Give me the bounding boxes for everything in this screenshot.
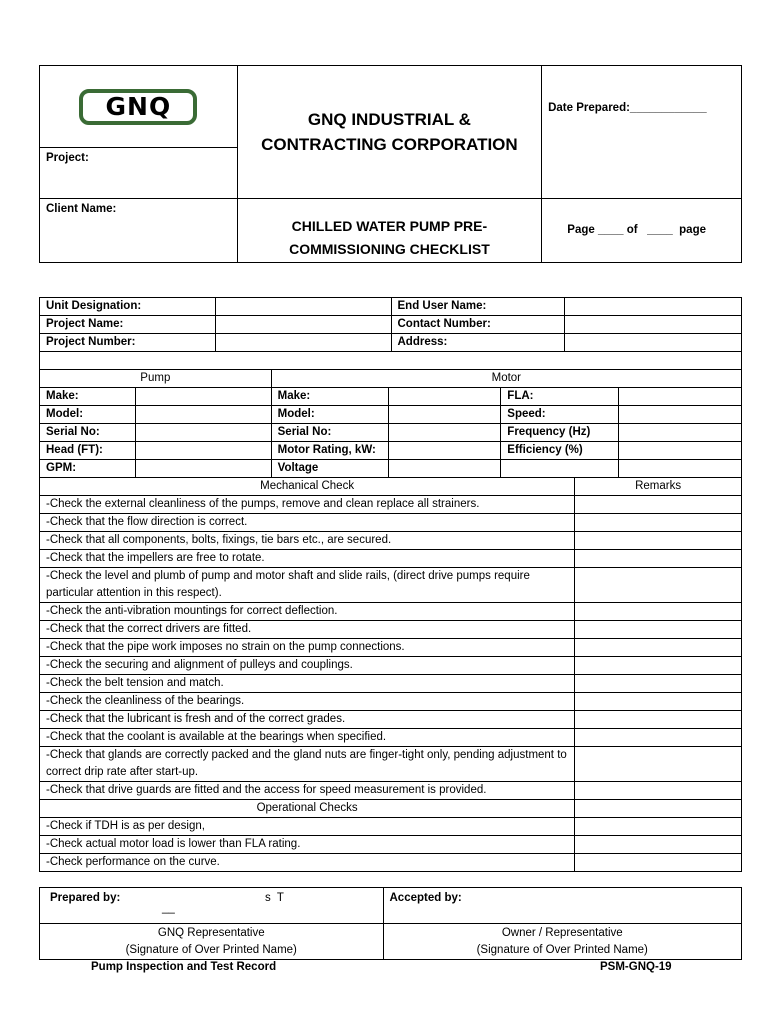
- prepared-by-line: __: [162, 902, 175, 914]
- pump-section-title: Pump: [40, 370, 272, 388]
- pump-model-value[interactable]: [135, 406, 271, 424]
- remarks-title: Remarks: [575, 478, 742, 496]
- pump-serial-value[interactable]: [135, 424, 271, 442]
- check-item: -Check that the flow direction is correct.: [40, 514, 575, 532]
- page-of-label: Page ____ of ____ page: [567, 224, 706, 236]
- motor-serial-value[interactable]: [388, 424, 501, 442]
- check-item: -Check the securing and alignment of pulleys and couplings.: [40, 657, 575, 675]
- project-info-table: [39, 297, 742, 370]
- contact-number-label: Contact Number:: [391, 316, 565, 334]
- check-remarks-cell[interactable]: [575, 747, 742, 782]
- end-user-name-value[interactable]: [565, 298, 742, 316]
- address-value[interactable]: [565, 334, 742, 352]
- check-remarks-cell[interactable]: [575, 532, 742, 550]
- pump-head-label: Head (FT):: [40, 442, 136, 460]
- motor-fla-value[interactable]: [619, 388, 742, 406]
- motor-frequency-label: Frequency (Hz): [501, 424, 619, 442]
- gnq-signature-cell[interactable]: [40, 924, 384, 960]
- check-remarks-cell[interactable]: [575, 550, 742, 568]
- prepared-by-label: Prepared by:: [50, 892, 121, 904]
- mechanical-check-title: Mechanical Check: [40, 478, 575, 496]
- owner-signature-cell[interactable]: [383, 924, 742, 960]
- gnq-logo: [79, 89, 197, 125]
- end-user-name-label: End User Name:: [391, 298, 565, 316]
- pump-gpm-value[interactable]: [135, 460, 271, 478]
- check-remarks-cell[interactable]: [575, 621, 742, 639]
- date-prepared-cell: [542, 66, 742, 199]
- owner-signature-note: (Signature of Over Printed Name): [476, 943, 648, 956]
- check-item: -Check performance on the curve.: [40, 854, 575, 872]
- check-item: -Check the level and plumb of pump and motor shaft and slide rails, (direct drive pumps require particular attention in this respect).: [40, 568, 575, 603]
- prepared-by-mark: s T: [265, 892, 284, 904]
- motor-frequency-value[interactable]: [619, 424, 742, 442]
- check-item: -Check that drive guards are fitted and the access for speed measurement is provided.: [40, 782, 575, 800]
- check-remarks-cell[interactable]: [575, 711, 742, 729]
- check-remarks-cell[interactable]: [575, 496, 742, 514]
- check-remarks-cell[interactable]: [575, 854, 742, 872]
- check-item: -Check if TDH is as per design,: [40, 818, 575, 836]
- signoff-table: [39, 887, 742, 960]
- project-name-label: Project Name:: [40, 316, 216, 334]
- unit-designation-label: Unit Designation:: [40, 298, 216, 316]
- operational-title-remarks-cell: [575, 800, 742, 818]
- logo-text: GNQ: [105, 91, 172, 121]
- accepted-by-label: Accepted by:: [389, 892, 462, 904]
- owner-representative-label: Owner / Representative: [501, 926, 623, 939]
- check-item: -Check the cleanliness of the bearings.: [40, 693, 575, 711]
- project-number-value[interactable]: [215, 334, 391, 352]
- checklist-table: [39, 477, 742, 872]
- check-remarks-cell[interactable]: [575, 836, 742, 854]
- check-remarks-cell[interactable]: [575, 568, 742, 603]
- check-remarks-cell[interactable]: [575, 782, 742, 800]
- header-table: [39, 65, 742, 263]
- footer-record-title: Pump Inspection and Test Record: [91, 961, 277, 973]
- gnq-signature-note: (Signature of Over Printed Name): [125, 943, 297, 956]
- motor-section-title: Motor: [271, 370, 741, 388]
- pump-serial-label: Serial No:: [40, 424, 136, 442]
- motor-rating-label: Motor Rating, kW:: [271, 442, 388, 460]
- check-remarks-cell[interactable]: [575, 514, 742, 532]
- page-cell: [542, 199, 742, 263]
- company-name-cell: [237, 66, 541, 199]
- motor-make-label: Make:: [271, 388, 388, 406]
- motor-speed-value[interactable]: [619, 406, 742, 424]
- motor-speed-label: Speed:: [501, 406, 619, 424]
- check-item: -Check the anti-vibration mountings for correct deflection.: [40, 603, 575, 621]
- equipment-table: [39, 369, 742, 478]
- motor-voltage-value[interactable]: [388, 460, 501, 478]
- project-name-value[interactable]: [215, 316, 391, 334]
- pump-make-label: Make:: [40, 388, 136, 406]
- pump-head-value[interactable]: [135, 442, 271, 460]
- address-label: Address:: [391, 334, 565, 352]
- check-remarks-cell[interactable]: [575, 603, 742, 621]
- check-remarks-cell[interactable]: [575, 818, 742, 836]
- project-cell: [40, 148, 238, 199]
- operational-checks-title: Operational Checks: [40, 800, 575, 818]
- check-item: -Check that all components, bolts, fixings, tie bars etc., are secured.: [40, 532, 575, 550]
- date-prepared-label: Date Prepared:____________: [548, 102, 707, 114]
- doc-title-line1: CHILLED WATER PUMP PRE-: [291, 218, 488, 234]
- motor-model-label: Model:: [271, 406, 388, 424]
- pump-make-value[interactable]: [135, 388, 271, 406]
- motor-efficiency-label: Efficiency (%): [501, 442, 619, 460]
- client-name-label: Client Name:: [46, 203, 117, 215]
- check-remarks-cell[interactable]: [575, 639, 742, 657]
- check-remarks-cell[interactable]: [575, 693, 742, 711]
- motor-model-value[interactable]: [388, 406, 501, 424]
- unit-designation-value[interactable]: [215, 298, 391, 316]
- pump-model-label: Model:: [40, 406, 136, 424]
- check-item: -Check that the correct drivers are fitted.: [40, 621, 575, 639]
- check-item: -Check the external cleanliness of the pumps, remove and clean replace all strainers.: [40, 496, 575, 514]
- motor-extra-empty-label: [501, 460, 619, 478]
- company-name-line2: CONTRACTING CORPORATION: [261, 135, 518, 154]
- check-remarks-cell[interactable]: [575, 657, 742, 675]
- motor-extra-empty-value[interactable]: [619, 460, 742, 478]
- footer-form-code: PSM-GNQ-19: [600, 961, 672, 973]
- check-item: -Check that the pipe work imposes no strain on the pump connections.: [40, 639, 575, 657]
- check-item: -Check actual motor load is lower than FLA rating.: [40, 836, 575, 854]
- check-item: -Check that the coolant is available at the bearings when specified.: [40, 729, 575, 747]
- motor-fla-label: FLA:: [501, 388, 619, 406]
- contact-number-value[interactable]: [565, 316, 742, 334]
- motor-serial-label: Serial No:: [271, 424, 388, 442]
- accepted-by-cell: [383, 888, 742, 924]
- prepared-by-cell: [40, 888, 384, 924]
- logo-cell: [40, 66, 238, 148]
- check-item: -Check that the impellers are free to rotate.: [40, 550, 575, 568]
- doc-title-cell: [237, 199, 541, 263]
- check-remarks-cell[interactable]: [575, 675, 742, 693]
- project-label: Project:: [46, 152, 89, 164]
- gnq-representative-label: GNQ Representative: [157, 926, 265, 939]
- motor-efficiency-value[interactable]: [619, 442, 742, 460]
- client-cell: [40, 199, 238, 263]
- company-name-line1: GNQ INDUSTRIAL &: [307, 110, 471, 129]
- motor-make-value[interactable]: [388, 388, 501, 406]
- motor-voltage-label: Voltage: [271, 460, 388, 478]
- spacer-row: [40, 352, 742, 370]
- project-number-label: Project Number:: [40, 334, 216, 352]
- check-remarks-cell[interactable]: [575, 729, 742, 747]
- check-item: -Check the belt tension and match.: [40, 675, 575, 693]
- motor-rating-value[interactable]: [388, 442, 501, 460]
- doc-title-line2: COMMISSIONING CHECKLIST: [289, 241, 490, 257]
- check-item: -Check that glands are correctly packed and the gland nuts are finger-tight only, pending adjustment to correct drip rate after start-up.: [40, 747, 575, 782]
- check-item: -Check that the lubricant is fresh and of the correct grades.: [40, 711, 575, 729]
- pump-gpm-label: GPM:: [40, 460, 136, 478]
